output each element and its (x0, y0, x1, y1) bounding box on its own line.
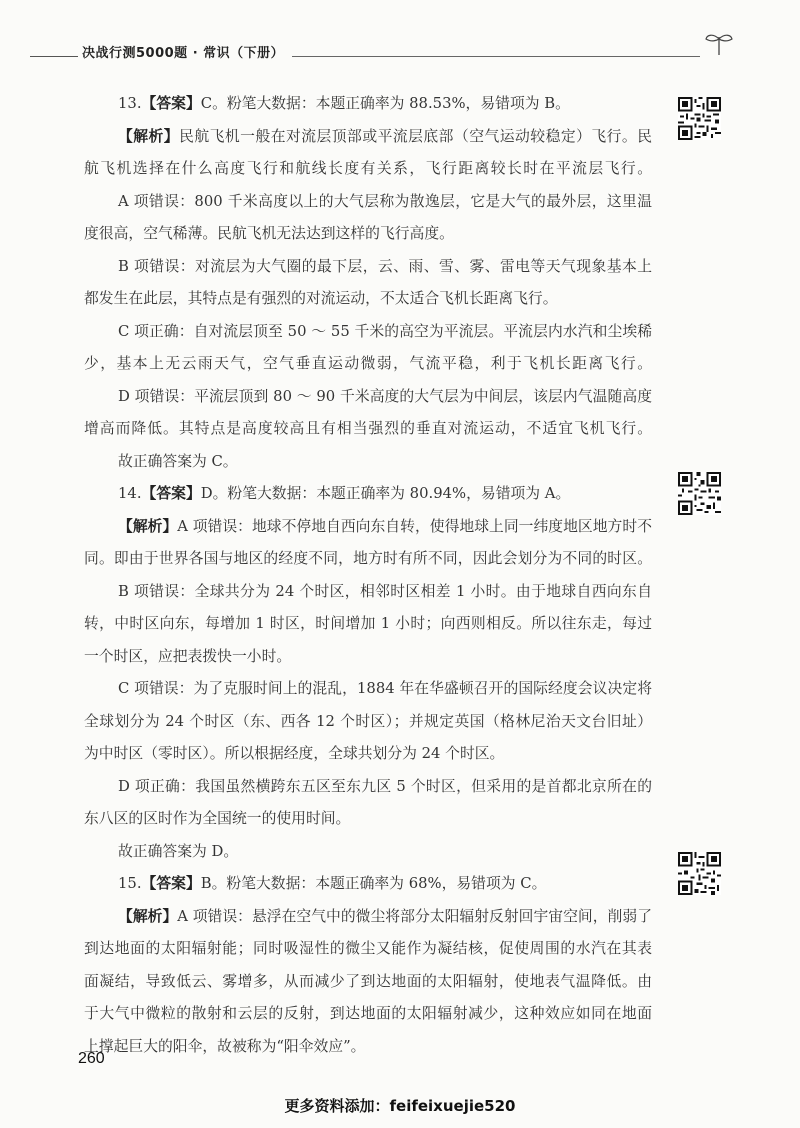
text-line: 上撑起巨大的阳伞，故被称为“阳伞效应”。 (84, 1037, 366, 1055)
text-line: B 项错误：对流层为大气圈的最下层，云、雨、雪、雾、雷电等天气现象基本上 (118, 257, 652, 275)
text-line: D 项正确：我国虽然横跨东五区至东九区 5 个时区，但采用的是首都北京所在的 (118, 777, 652, 795)
page-number: 260 (78, 1050, 105, 1067)
text-line: 少，基本上无云雨天气，空气垂直运动微弱，气流平稳，利于飞机长距离飞行。 (84, 355, 652, 372)
running-header-title: 决战行测5000题 · 常识（下册） (82, 46, 285, 61)
qr-code-14[interactable] (678, 472, 721, 515)
q13-conclusion: 故正确答案为 C。 (118, 452, 238, 470)
text-line: C 项正确：自对流层顶至 50 ～ 55 千米的高空为平流层。平流层内水汽和尘埃稀 (118, 322, 652, 340)
header-rule-left (30, 56, 78, 57)
q13-analysis-line: 【解析】民航飞机一般在对流层顶部或平流层底部（空气运动较稳定）飞行。民 (118, 127, 652, 145)
qr-code-13[interactable] (678, 97, 721, 140)
text-line: 一个时区，应把表拨快一小时。 (84, 647, 292, 665)
footer-note: 更多资料添加：feifeixuejie520 (284, 1097, 516, 1115)
qr-code-15[interactable] (678, 852, 721, 895)
sprout-icon (703, 29, 735, 57)
text-line: 面凝结，导致低云、雾增多，从而减少了到达地面的太阳辐射，使地表气温降低。由 (84, 972, 652, 990)
text-line: B 项错误：全球共分为 24 个时区，相邻时区相差 1 小时。由于地球自西向东自 (118, 582, 652, 600)
text-line: 于大气中微粒的散射和云层的反射，到达地面的太阳辐射减少，这种效应如同在地面 (84, 1005, 652, 1022)
q13-answer-line: 13.【答案】C。粉笔大数据：本题正确率为 88.53%，易错项为 B。 (118, 95, 570, 112)
text-line: 全球划分为 24 个时区（东、西各 12 个时区）；并规定英国（格林尼治天文台旧址） (84, 712, 652, 730)
answer-explanations (84, 88, 652, 1063)
text-line: 到达地面的太阳辐射能；同时吸湿性的微尘又能作为凝结核，促使周围的水汽在其表 (84, 940, 652, 957)
header-rule-right (292, 56, 700, 57)
q14-conclusion: 故正确答案为 D。 (118, 842, 239, 860)
q14-analysis-line: 【解析】A 项错误：地球不停地自西向东自转，使得地球上同一纬度地区地方时不 (118, 517, 652, 535)
text-line: C 项错误：为了克服时间上的混乱，1884 年在华盛顿召开的国际经度会议决定将 (118, 680, 652, 697)
q14-answer-line: 14.【答案】D。粉笔大数据：本题正确率为 80.94%，易错项为 A。 (118, 485, 571, 502)
text-line: 转，中时区向东，每增加 1 时区，时间增加 1 小时；向西则相反。所以往东走，每过 (84, 615, 652, 632)
text-line: A 项错误：800 千米高度以上的大气层称为散逸层，它是大气的最外层，这里温 (118, 192, 652, 210)
text-line: 东八区的区时作为全国统一的使用时间。 (84, 810, 351, 827)
text-line: D 项错误：平流层顶到 80 ～ 90 千米高度的大气层为中间层，该层内气温随高度 (118, 387, 652, 405)
q15-answer-line: 15.【答案】B。粉笔大数据：本题正确率为 68%，易错项为 C。 (118, 875, 547, 892)
text-line: 同。即由于世界各国与地区的经度不同，地方时有所不同，因此会划分为不同的时区。 (84, 550, 652, 567)
q15-analysis-line: 【解析】A 项错误：悬浮在空气中的微尘将部分太阳辐射反射回宇宙空间，削弱了 (118, 907, 652, 925)
text-line: 都发生在此层，其特点是有强烈的对流运动，不太适合飞机长距离飞行。 (84, 290, 558, 307)
text-line: 度很高，空气稀薄。民航飞机无法达到这样的飞行高度。 (84, 225, 454, 242)
text-line: 航飞机选择在什么高度飞行和航线长度有关系，飞行距离较长时在平流层飞行。 (84, 160, 652, 177)
text-line: 增高而降低。其特点是高度较高且有相当强烈的垂直对流运动，不适宜飞机飞行。 (84, 420, 652, 437)
text-line: 为中时区（零时区）。所以根据经度，全球共划分为 24 个时区。 (84, 745, 505, 762)
